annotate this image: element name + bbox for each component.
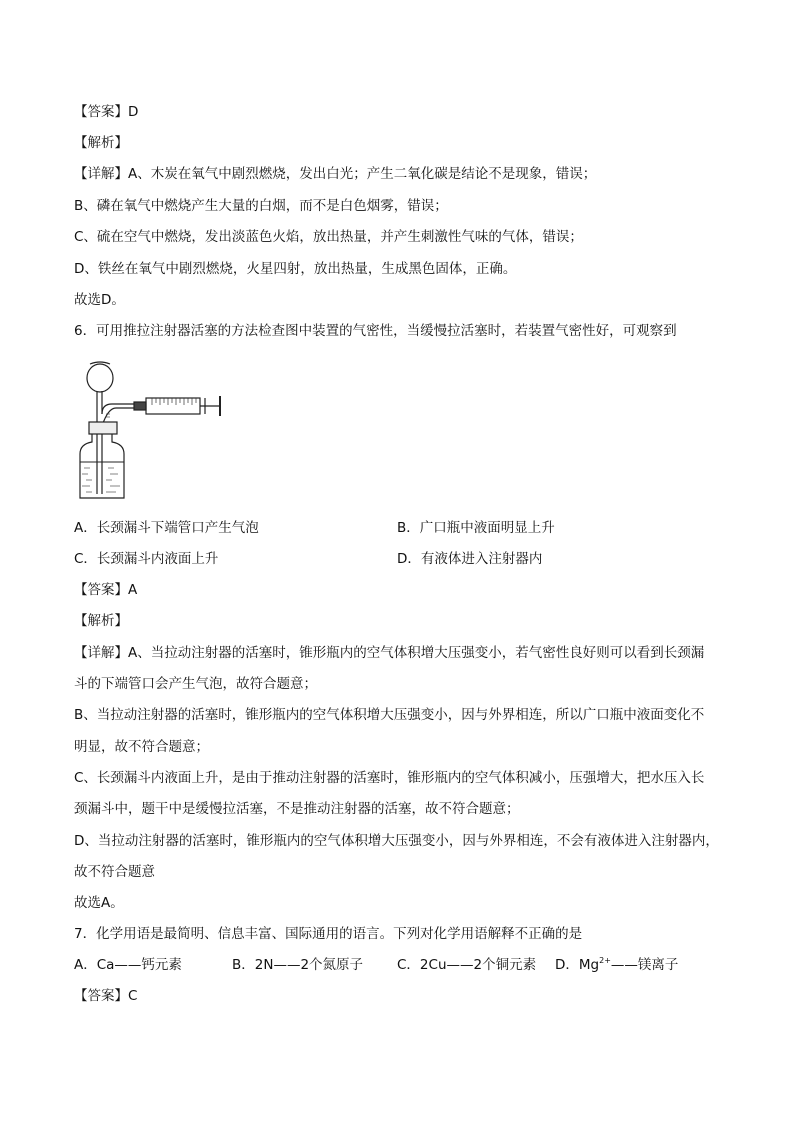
q7-stem: 7．化学用语是最简明、信息丰富、国际通用的语言。下列对化学用语解释不正确的是 bbox=[74, 926, 583, 942]
q5-answer: D bbox=[128, 104, 139, 120]
detail-tag: 【详解】 bbox=[74, 645, 128, 661]
q5-conclusion: 故选D。 bbox=[74, 292, 125, 308]
q6-answer: A bbox=[128, 582, 138, 598]
q6-detail-line-1 bbox=[74, 644, 704, 662]
answer-tag: 【答案】 bbox=[74, 582, 128, 598]
q6-option-b[interactable]: B．广口瓶中液面明显上升 bbox=[397, 520, 555, 536]
stopper bbox=[89, 422, 117, 434]
q7-answer: C bbox=[128, 988, 138, 1004]
detail-tag: 【详解】 bbox=[74, 166, 128, 182]
syringe-connector bbox=[134, 402, 146, 410]
q6-detail-line-4: 明显，故不符合题意； bbox=[74, 739, 209, 755]
q5-detail-line-1 bbox=[74, 165, 596, 183]
q7-option-c[interactable]: C．2Cu——2个铜元素 bbox=[397, 957, 537, 973]
answer-tag: 【答案】 bbox=[74, 988, 128, 1004]
q6-stem: 6．可用推拉注射器活塞的方法检查图中装置的气密性，当缓慢拉活塞时，若装置气密性好，可观察到 bbox=[74, 323, 677, 339]
q6-answer-line bbox=[74, 581, 137, 599]
q7-option-a[interactable]: A．Ca——钙元素 bbox=[74, 957, 182, 973]
q7-option-d[interactable] bbox=[555, 956, 678, 974]
q5-detail-line-2: B、磷在氧气中燃烧产生大量的白烟，而不是白色烟雾，错误； bbox=[74, 198, 448, 214]
q6-detail-line-3: B、当拉动注射器的活塞时，锥形瓶内的空气体积增大压强变小，因与外界相连，所以广口瓶中液面变化不 bbox=[74, 707, 705, 723]
charge-superscript: 2+ bbox=[599, 956, 611, 965]
q6-detail-line-6: 颈漏斗中，题干中是缓慢拉活塞，不是推动注射器的活塞，故不符合题意； bbox=[74, 801, 520, 817]
q5-detail-text: A、木炭在氧气中剧烈燃烧，发出白光；产生二氧化碳是结论不是现象，错误； bbox=[128, 166, 597, 182]
q6-detail-line-8: 故不符合题意 bbox=[74, 864, 155, 880]
q7-answer-line bbox=[74, 987, 137, 1005]
q6-detail-line-2: 斗的下端管口会产生气泡，故符合题意； bbox=[74, 676, 317, 692]
q5-answer-line bbox=[74, 103, 138, 121]
apparatus-figure bbox=[72, 354, 232, 504]
q6-conclusion: 故选A。 bbox=[74, 895, 124, 911]
q5-detail-line-3: C、硫在空气中燃烧，发出淡蓝色火焰，放出热量，并产生刺激性气味的气体，错误； bbox=[74, 229, 583, 245]
q7-option-d-suffix: ——镁离子 bbox=[610, 957, 679, 973]
q6-analysis-tag: 【解析】 bbox=[74, 613, 128, 629]
q6-detail-line-5: C、长颈漏斗内液面上升，是由于推动注射器的活塞时，锥形瓶内的空气体积减小，压强增大，把水压入长 bbox=[74, 770, 705, 786]
q6-option-c[interactable]: C．长颈漏斗内液面上升 bbox=[74, 551, 219, 567]
q7-option-b[interactable]: B．2N——2个氮原子 bbox=[232, 957, 364, 973]
funnel-bulb bbox=[87, 364, 113, 392]
q6-option-d[interactable]: D．有液体进入注射器内 bbox=[397, 551, 543, 567]
q6-detail-line-7: D、当拉动注射器的活塞时，锥形瓶内的空气体积增大压强变小，因与外界相连，不会有液体进入注射器内， bbox=[74, 833, 719, 849]
delivery-tube-upper bbox=[102, 404, 134, 414]
q6-detail-text: A、当拉动注射器的活塞时，锥形瓶内的空气体积增大压强变小，若气密性良好则可以看到长颈漏 bbox=[128, 645, 705, 661]
q5-analysis-tag: 【解析】 bbox=[74, 135, 128, 151]
q7-option-d-prefix: D．Mg bbox=[555, 957, 600, 973]
q5-detail-line-4: D、铁丝在氧气中剧烈燃烧，火星四射，放出热量，生成黑色固体，正确。 bbox=[74, 261, 517, 277]
q6-option-a[interactable]: A．长颈漏斗下端管口产生气泡 bbox=[74, 520, 259, 536]
answer-tag: 【答案】 bbox=[74, 104, 128, 120]
